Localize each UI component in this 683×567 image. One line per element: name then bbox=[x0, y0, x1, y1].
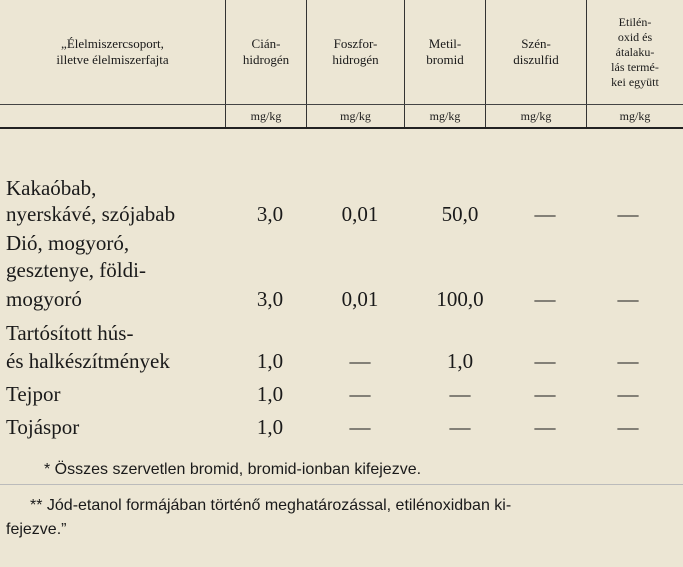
table-cell: — bbox=[617, 415, 639, 439]
table-cell: 0,01 bbox=[341, 287, 379, 311]
table-cell: 50,0 bbox=[441, 202, 479, 226]
unit-col-4: mg/kg bbox=[520, 108, 552, 123]
table-cell: — bbox=[534, 287, 556, 311]
table-cell: — bbox=[534, 382, 556, 406]
row-label: Tartósított hús- bbox=[6, 321, 134, 345]
table-cell: 1,0 bbox=[256, 415, 284, 439]
footnote-divider bbox=[0, 484, 683, 485]
column-divider bbox=[306, 0, 307, 128]
row-label: Dió, mogyoró, bbox=[6, 231, 130, 255]
table-cell: — bbox=[349, 349, 371, 373]
table-cell: — bbox=[349, 415, 371, 439]
row-label: Tojáspor bbox=[6, 415, 80, 439]
table-header bbox=[0, 0, 683, 128]
table-cell: — bbox=[617, 349, 639, 373]
row-label: gesztenye, földi- bbox=[6, 258, 146, 282]
row-label: Kakaóbab, bbox=[6, 176, 97, 200]
header-col-1: Cián- hidrogén bbox=[242, 36, 290, 67]
table-cell: 3,0 bbox=[256, 202, 284, 226]
table-cell: 3,0 bbox=[256, 287, 284, 311]
footnote-double-asterisk-continued: fejezve.” bbox=[6, 521, 67, 538]
footnote-single-asterisk: * Összes szervetlen bromid, bromid-ionban kifejezve. bbox=[44, 461, 422, 478]
header-bottom-rule bbox=[0, 127, 683, 129]
unit-col-5: mg/kg bbox=[619, 108, 651, 123]
table-cell: — bbox=[617, 202, 639, 226]
column-divider bbox=[586, 0, 587, 128]
unit-col-3: mg/kg bbox=[429, 108, 461, 123]
unit-col-2: mg/kg bbox=[340, 108, 371, 123]
table-cell: 0,01 bbox=[341, 202, 379, 226]
table-cell: 1,0 bbox=[256, 349, 284, 373]
column-divider bbox=[225, 0, 226, 128]
footnote-double-asterisk: ** Jód-etanol formájában történő meghatározással, etilénoxidban ki- bbox=[30, 497, 512, 514]
table-cell: — bbox=[349, 382, 371, 406]
header-col-4: Szén- diszulfid bbox=[513, 36, 559, 67]
header-col-2: Foszfor- hidrogén bbox=[332, 36, 379, 67]
header-col-3: Metil- bromid bbox=[426, 36, 464, 67]
row-label: nyerskávé, szójabab bbox=[6, 202, 176, 226]
header-col-5: Etilén- oxid és átalaku- lás termé- kei együtt bbox=[611, 14, 659, 89]
table-cell: — bbox=[449, 382, 471, 406]
table-cell: — bbox=[617, 287, 639, 311]
table-cell: — bbox=[617, 382, 639, 406]
column-divider bbox=[404, 0, 405, 128]
unit-col-1: mg/kg bbox=[250, 108, 282, 123]
table-cell: 100,0 bbox=[436, 287, 484, 311]
table-cell: 1,0 bbox=[256, 382, 284, 406]
column-divider bbox=[485, 0, 486, 128]
row-label: Tejpor bbox=[6, 382, 61, 406]
table-cell: — bbox=[449, 415, 471, 439]
table-cell: — bbox=[534, 415, 556, 439]
header-food-group: „Élelmiszercsoport, illetve élelmiszerfajta bbox=[56, 36, 169, 67]
row-label: mogyoró bbox=[6, 287, 82, 311]
header-divider bbox=[0, 104, 683, 105]
row-label: és halkészítmények bbox=[6, 349, 170, 373]
table-cell: — bbox=[534, 202, 556, 226]
table-cell: 1,0 bbox=[446, 349, 474, 373]
table-cell: — bbox=[534, 349, 556, 373]
